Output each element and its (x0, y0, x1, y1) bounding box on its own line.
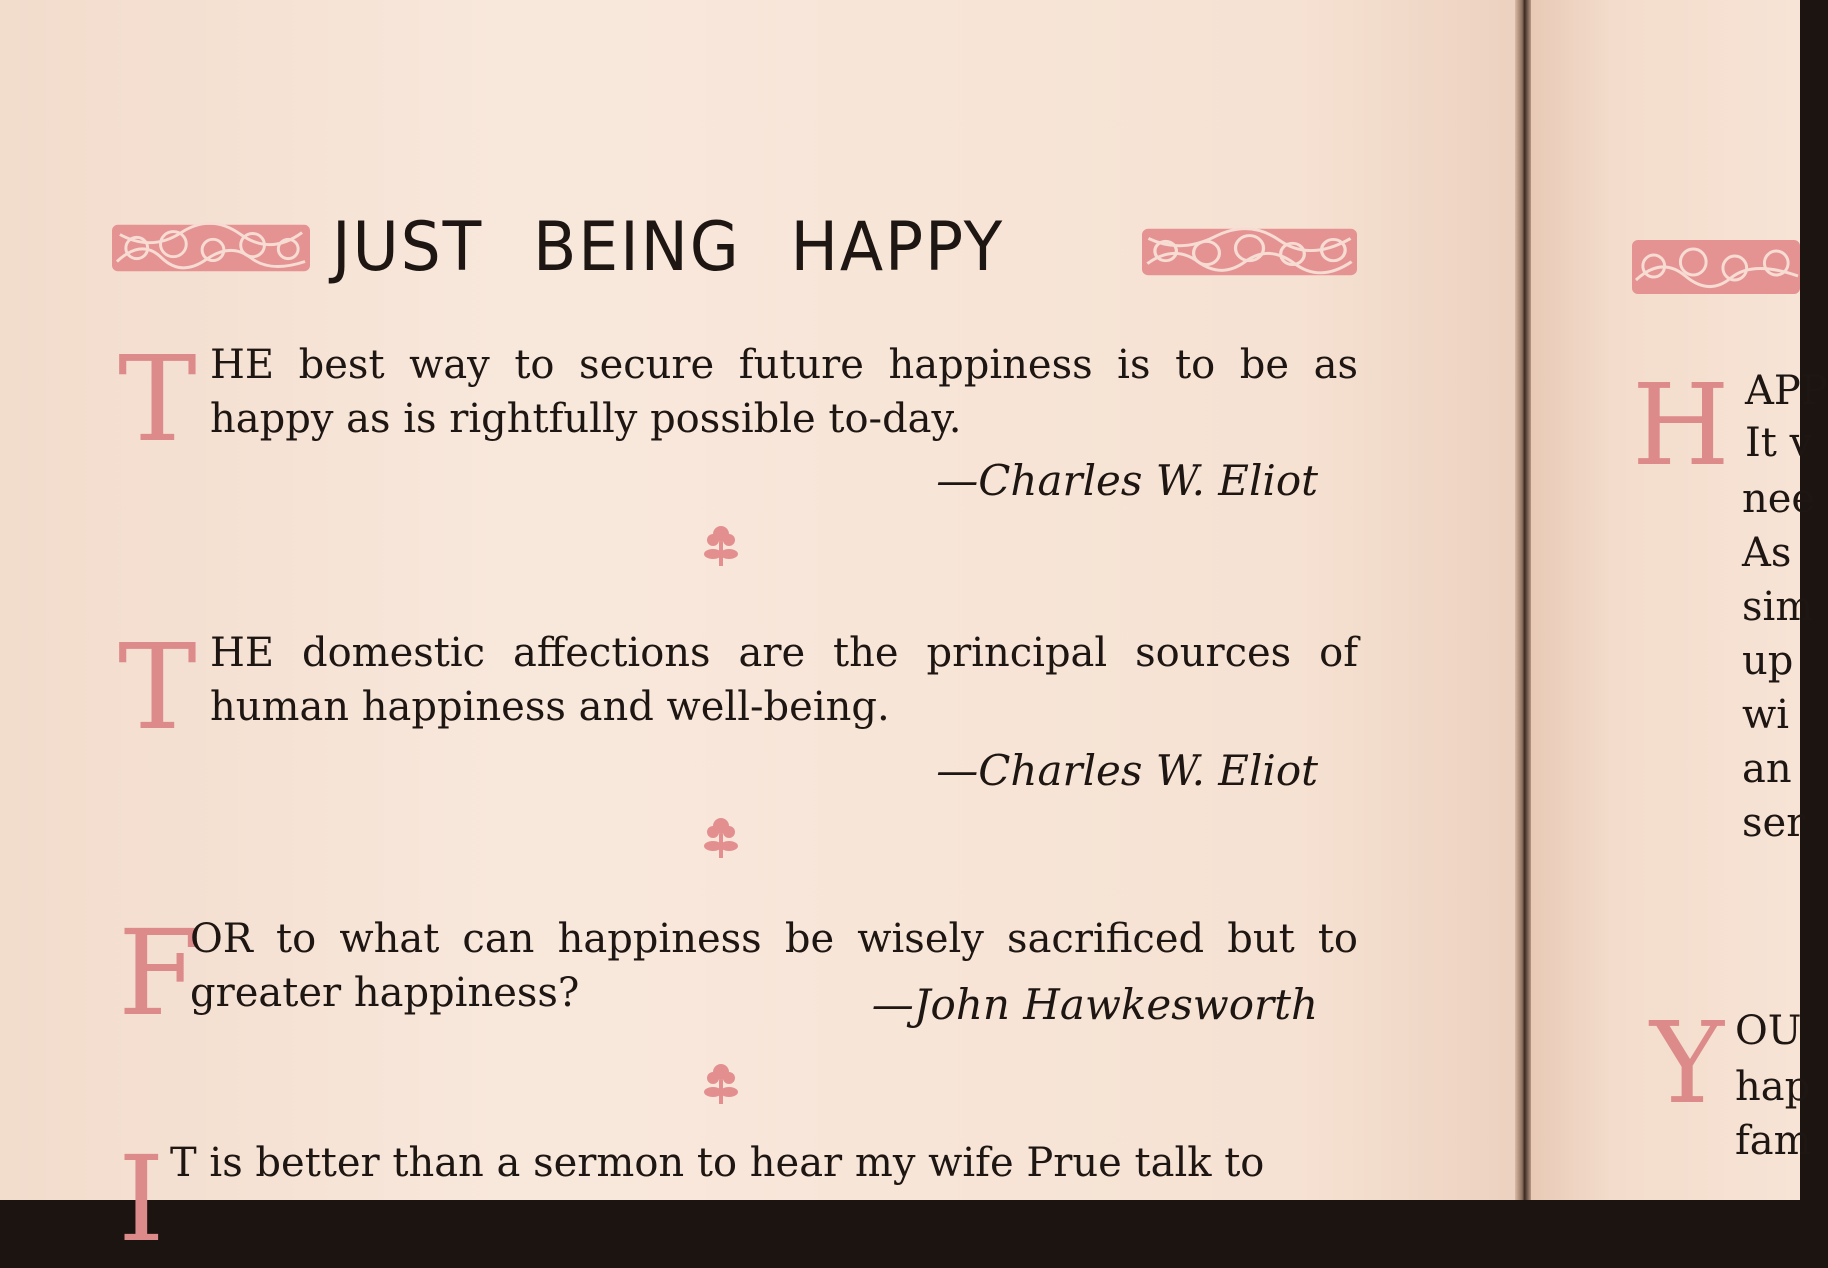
quote-3 (118, 904, 1358, 1052)
drop-cap: Y (1650, 999, 1724, 1129)
book-gutter (1515, 0, 1531, 1200)
drop-cap: F (118, 904, 200, 1042)
drop-cap: T (118, 618, 197, 756)
cropped-text-line: OU (1735, 1008, 1802, 1054)
quote-1 (118, 330, 1358, 508)
cropped-text-line: sim (1742, 584, 1814, 630)
floral-band-icon (112, 219, 310, 277)
quote-text: HE best way to secure future happiness is to be as happy as is rightfully possible to-day. (210, 342, 1358, 442)
cropped-text-line: wi (1742, 692, 1790, 738)
cropped-text-line: hap (1735, 1064, 1811, 1110)
page-title: JUST BEING HAPPY (332, 208, 1005, 287)
rose-icon (700, 816, 742, 860)
cropped-text-line: fam (1735, 1118, 1812, 1164)
quote-author: —Charles W. Eliot (936, 746, 1318, 795)
quote-text: T is better than a sermon to hear my wife Prue talk to (170, 1140, 1265, 1186)
drop-cap: H (1632, 361, 1730, 491)
quote-author: —Charles W. Eliot (936, 456, 1318, 505)
quote-author: —John Hawkesworth (871, 980, 1318, 1029)
chapter-heading (112, 205, 1357, 290)
quote-text: HE domestic affections are the principal sources of human happiness and well-being. (210, 630, 1358, 730)
cropped-text-line: ser (1742, 800, 1806, 846)
drop-cap: I (118, 1130, 165, 1268)
cropped-text-line: an (1742, 746, 1792, 792)
cropped-text-line: It v (1745, 420, 1813, 466)
quote-4 (118, 1130, 1358, 1268)
cropped-text-line: APP (1745, 368, 1828, 414)
quote-text: OR to what can happiness be wisely sacrificed but to greater happiness? (190, 916, 1358, 1016)
rose-icon (700, 524, 742, 568)
cropped-text-line: nee (1742, 476, 1816, 522)
floral-band-icon (1142, 223, 1357, 281)
cropped-text-line: As (1742, 530, 1792, 576)
floral-band-icon (1632, 232, 1800, 302)
rose-icon (700, 1062, 742, 1106)
drop-cap: T (118, 330, 197, 468)
cropped-text-line: up (1742, 638, 1794, 684)
quote-2 (118, 618, 1358, 796)
